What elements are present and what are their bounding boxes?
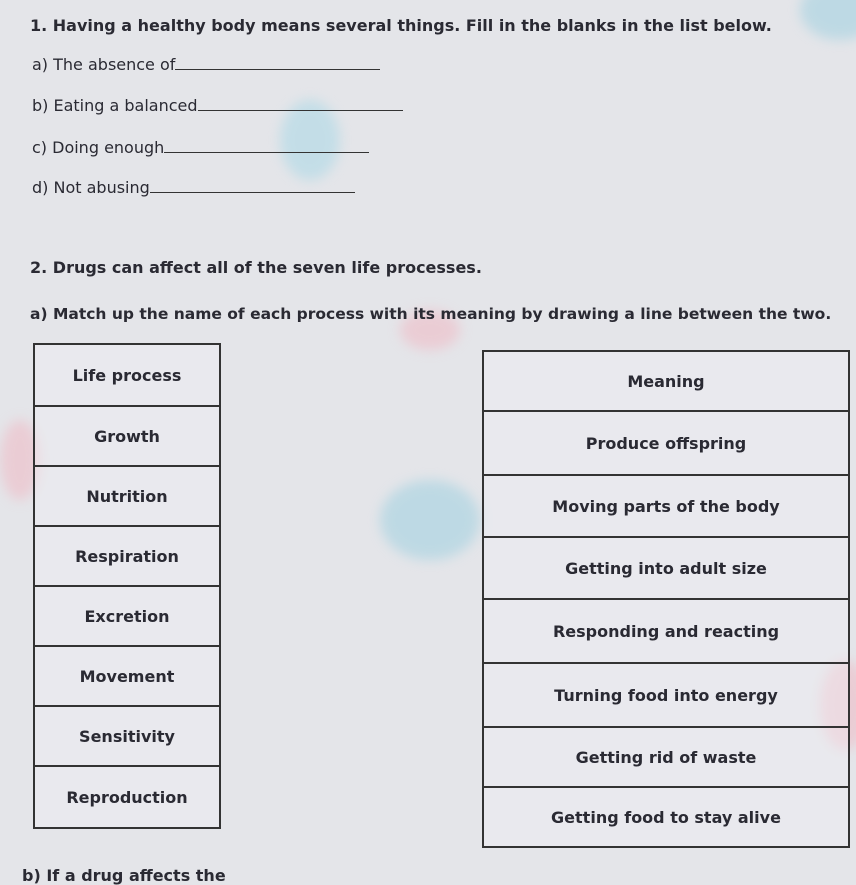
blank-item: a) The absence of bbox=[32, 55, 380, 74]
table-header: Meaning bbox=[483, 351, 849, 411]
process-cell[interactable]: Reproduction bbox=[34, 766, 220, 828]
answer-blank[interactable] bbox=[175, 55, 380, 70]
life-process-table bbox=[33, 343, 221, 829]
process-cell[interactable]: Excretion bbox=[34, 586, 220, 646]
question-2-title: 2. Drugs can affect all of the seven life processes. bbox=[30, 258, 482, 277]
process-cell[interactable]: Movement bbox=[34, 646, 220, 706]
background-blob bbox=[800, 0, 856, 40]
background-blob bbox=[380, 480, 480, 560]
meaning-cell[interactable]: Produce offspring bbox=[483, 411, 849, 475]
answer-blank[interactable] bbox=[150, 178, 355, 193]
meaning-table bbox=[482, 350, 850, 848]
meaning-cell[interactable]: Getting rid of waste bbox=[483, 727, 849, 787]
meaning-cell[interactable]: Responding and reacting bbox=[483, 599, 849, 663]
answer-blank[interactable] bbox=[198, 96, 403, 111]
blank-item: c) Doing enough bbox=[32, 138, 369, 157]
question-2a-instruction: a) Match up the name of each process with its meaning by drawing a line between the two. bbox=[30, 305, 832, 323]
process-cell[interactable]: Nutrition bbox=[34, 466, 220, 526]
process-cell[interactable]: Respiration bbox=[34, 526, 220, 586]
process-cell[interactable]: Sensitivity bbox=[34, 706, 220, 766]
question-2b-partial: b) If a drug affects the bbox=[22, 866, 226, 885]
meaning-cell[interactable]: Turning food into energy bbox=[483, 663, 849, 727]
meaning-cell[interactable]: Moving parts of the body bbox=[483, 475, 849, 537]
meaning-cell[interactable]: Getting food to stay alive bbox=[483, 787, 849, 847]
meaning-cell[interactable]: Getting into adult size bbox=[483, 537, 849, 599]
question-1-title: 1. Having a healthy body means several things. Fill in the blanks in the list below. bbox=[30, 16, 772, 35]
blank-item: d) Not abusing bbox=[32, 178, 355, 197]
table-header: Life process bbox=[34, 344, 220, 406]
answer-blank[interactable] bbox=[164, 138, 369, 153]
blank-item: b) Eating a balanced bbox=[32, 96, 403, 115]
process-cell[interactable]: Growth bbox=[34, 406, 220, 466]
